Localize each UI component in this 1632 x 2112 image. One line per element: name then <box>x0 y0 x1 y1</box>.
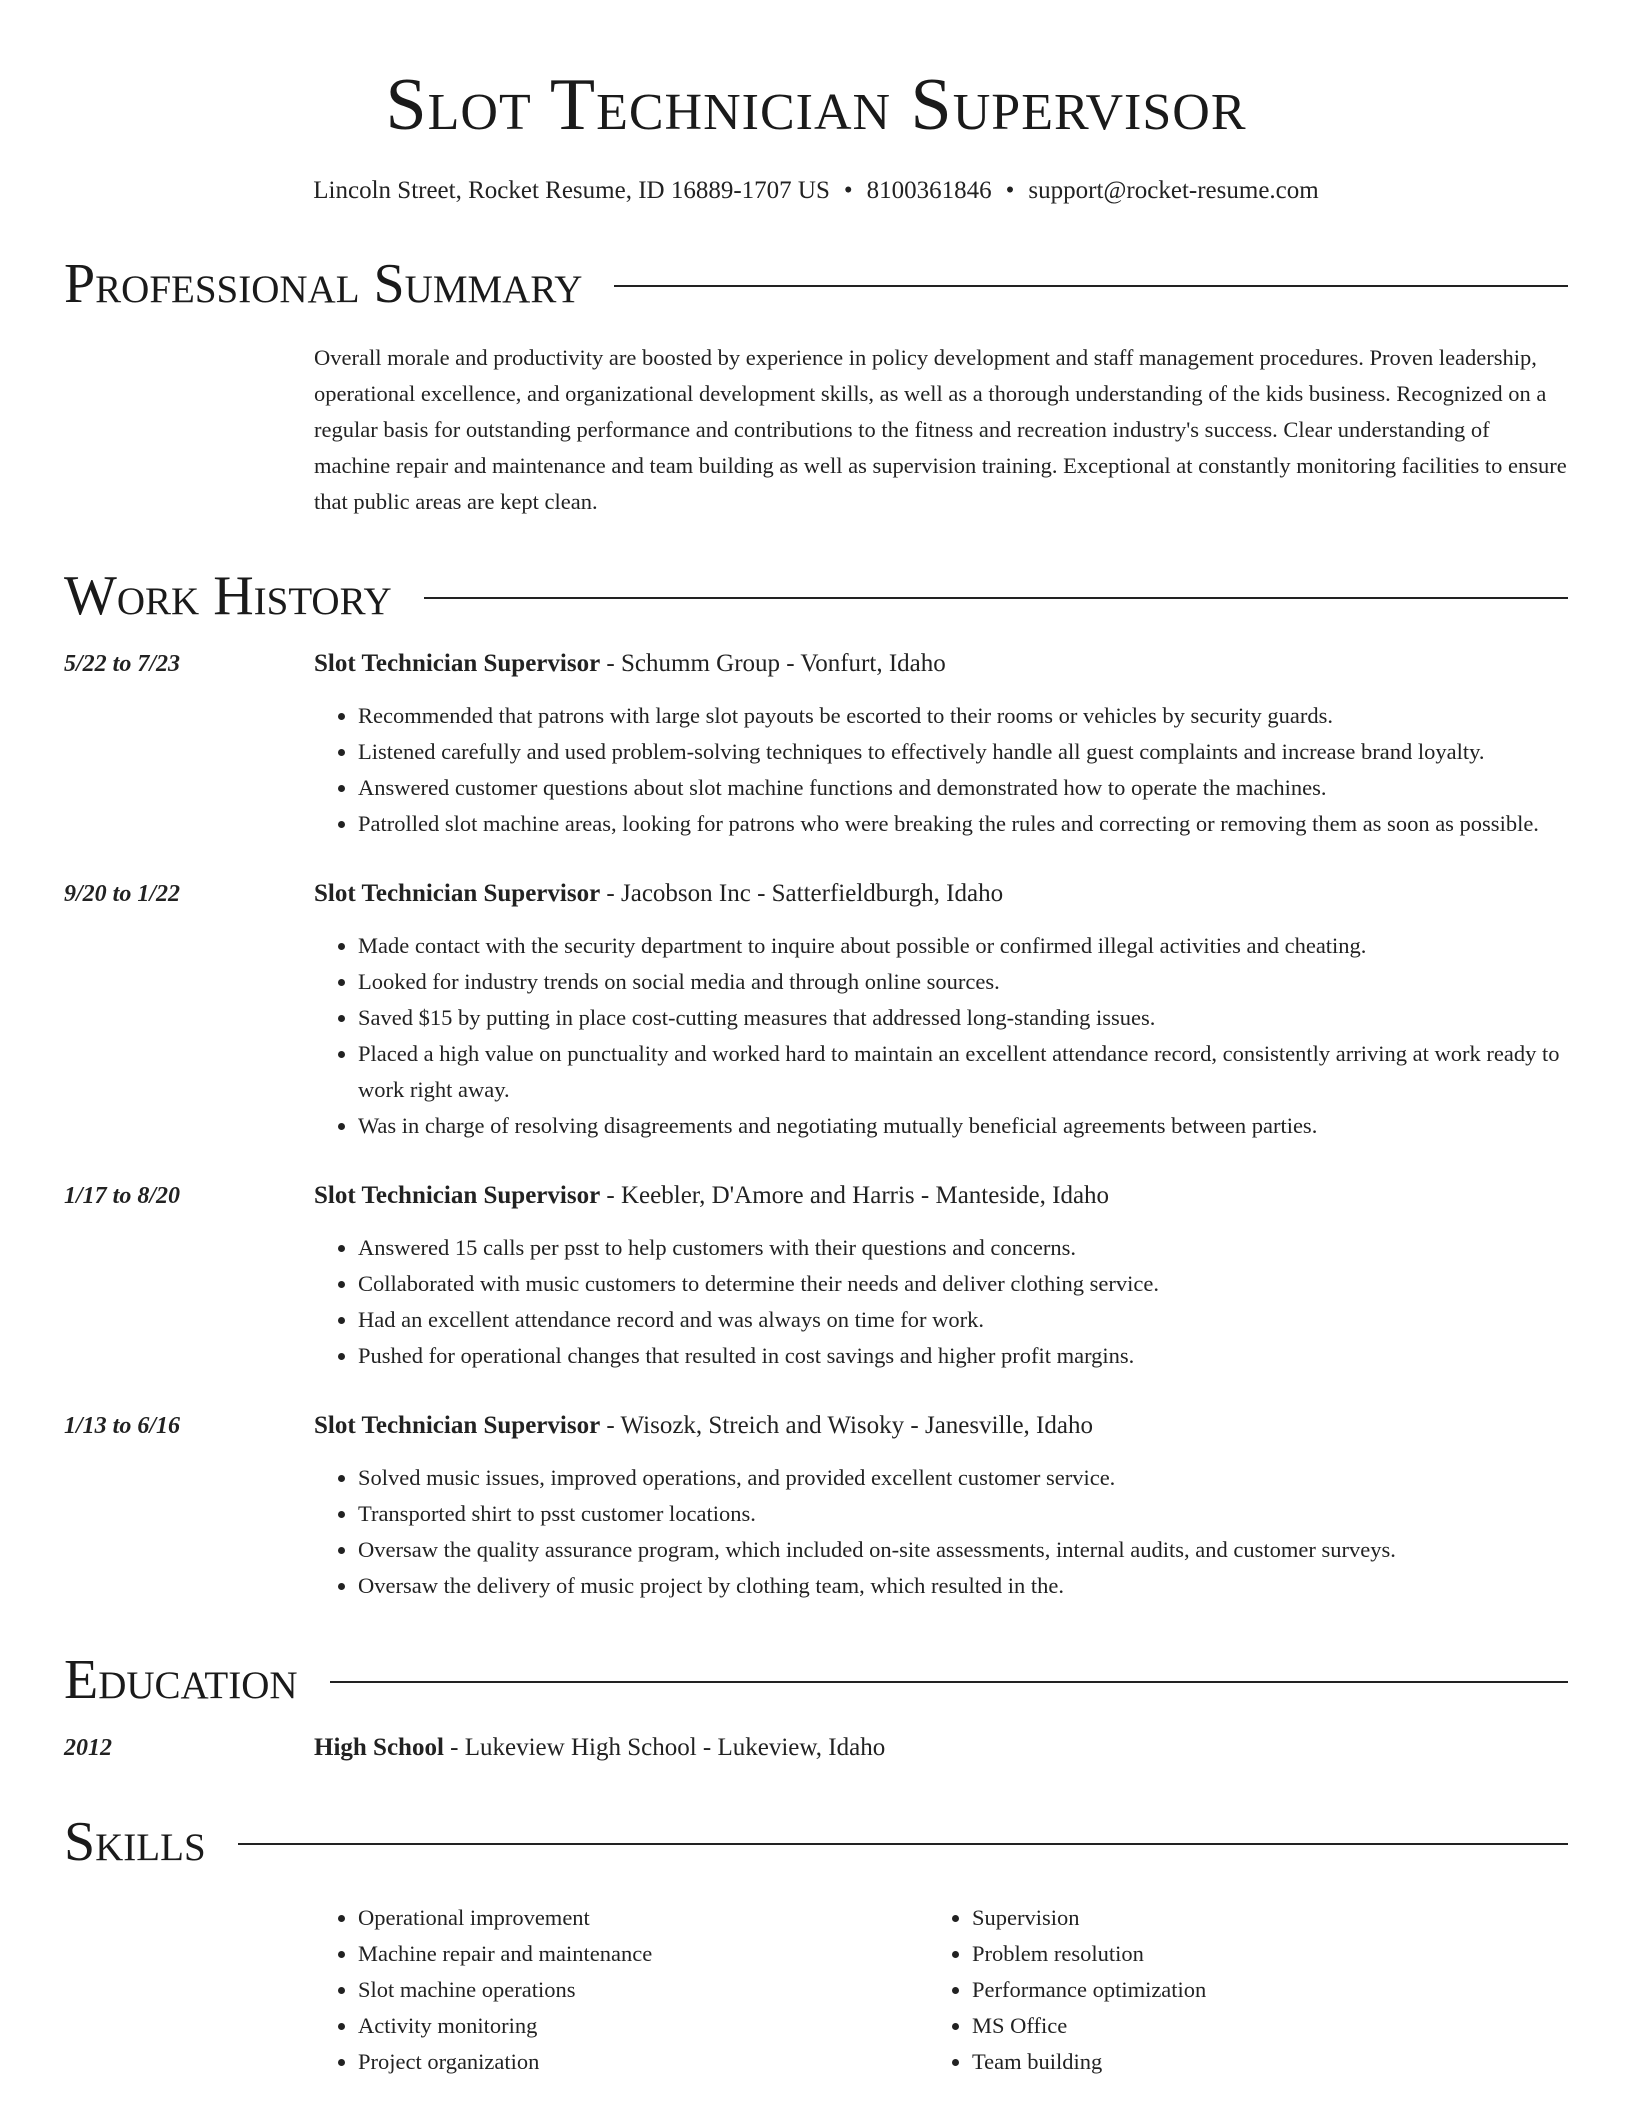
contact-phone: 8100361846 <box>866 177 992 204</box>
job-dates: 1/13 to 6/16 <box>64 1413 181 1439</box>
contact-separator: • <box>843 177 853 204</box>
job-bullets <box>314 1460 1568 1604</box>
section-header-work-history <box>64 564 1568 628</box>
job-body <box>314 1178 1568 1374</box>
job-heading <box>314 1408 1568 1444</box>
skills-column-right <box>928 1900 1542 2080</box>
section-divider <box>614 285 1568 287</box>
job-bullet: • Solved music issues, improved operations, and provided excellent customer service. <box>358 1460 1568 1496</box>
job-bullets <box>314 1230 1568 1374</box>
job-bullets <box>314 928 1568 1144</box>
section-title: Work History <box>64 565 392 627</box>
skills-list <box>314 1900 1568 2080</box>
job-title: Slot Technician Supervisor <box>314 1412 601 1439</box>
job-body <box>314 1408 1568 1604</box>
job-heading <box>314 1178 1568 1214</box>
job-body <box>314 646 1568 842</box>
skill-item: • Performance optimization <box>972 1972 1542 2008</box>
skill-item: • MS Office <box>972 2008 1542 2044</box>
contact-address: Lincoln Street, Rocket Resume, ID 16889-1707 US <box>313 177 830 204</box>
job-dates: 5/22 to 7/23 <box>64 651 181 677</box>
education-entry <box>64 1730 1568 1766</box>
job-bullet: • Oversaw the delivery of music project by clothing team, which resulted in the. <box>358 1568 1568 1604</box>
section-divider <box>330 1681 1568 1683</box>
education-year: 2012 <box>64 1735 112 1761</box>
education-details: - Lukeview High School - Lukeview, Idaho <box>443 1734 886 1761</box>
contact-line <box>64 174 1568 208</box>
skill-item: • Slot machine operations <box>358 1972 928 2008</box>
job-bullet: • Patrolled slot machine areas, looking for patrons who were breaking the rules and correcting or removing them as soon as possible. <box>358 806 1568 842</box>
education-degree: High School <box>314 1734 444 1761</box>
job-details: - Jacobson Inc - Satterfieldburgh, Idaho <box>600 880 1004 907</box>
section-title: Skills <box>64 1811 206 1873</box>
skills-column-left <box>314 1900 928 2080</box>
education-heading <box>314 1730 1568 1766</box>
contact-email: support@rocket-resume.com <box>1028 177 1319 204</box>
job-bullet: • Answered 15 calls per psst to help customers with their questions and concerns. <box>358 1230 1568 1266</box>
job-heading <box>314 646 1568 682</box>
section-title: Professional Summary <box>64 253 583 315</box>
job-bullet: • Pushed for operational changes that resulted in cost savings and higher profit margins. <box>358 1338 1568 1374</box>
section-divider <box>424 597 1568 599</box>
skill-item: • Machine repair and maintenance <box>358 1936 928 1972</box>
job-bullet: • Looked for industry trends on social media and through online sources. <box>358 964 1568 1000</box>
job-bullet: • Recommended that patrons with large slot payouts be escorted to their rooms or vehicles by security guards. <box>358 698 1568 734</box>
job-bullet: • Listened carefully and used problem-solving techniques to effectively handle all guest complaints and increase brand loyalty. <box>358 734 1568 770</box>
job-entry <box>64 1408 1568 1604</box>
job-bullet: • Placed a high value on punctuality and worked hard to maintain an excellent attendance record, consistently arriving at work ready to work right away. <box>358 1036 1568 1108</box>
resume-title: Slot Technician Supervisor <box>385 64 1247 146</box>
skill-item: • Project organization <box>358 2044 928 2080</box>
skill-item: • Operational improvement <box>358 1900 928 1936</box>
section-header-skills <box>64 1810 1568 1874</box>
skill-item: • Problem resolution <box>972 1936 1542 1972</box>
job-bullet: • Oversaw the quality assurance program, which included on-site assessments, internal audits, and customer surveys. <box>358 1532 1568 1568</box>
job-title: Slot Technician Supervisor <box>314 1182 601 1209</box>
skill-item: • Supervision <box>972 1900 1542 1936</box>
skill-item: • Team building <box>972 2044 1542 2080</box>
job-entry <box>64 1178 1568 1374</box>
job-dates: 9/20 to 1/22 <box>64 881 181 907</box>
summary-text: Overall morale and productivity are boosted by experience in policy development and staff management procedures. Proven leadership, operational excellence, and organizational development skills, as well as a thorough understanding of the kids business. Recognized on a regular basis for outstanding performance and contributions to the fitness and recreation industry's success. Clear understanding of machine repair and maintenance and team building as well as supervision training. Exceptional at constantly monitoring facilities to ensure that public areas are kept clean. <box>314 345 1567 514</box>
education-body <box>314 1730 1568 1766</box>
section-title: Education <box>64 1649 298 1711</box>
job-title: Slot Technician Supervisor <box>314 650 601 677</box>
job-bullet: • Transported shirt to psst customer locations. <box>358 1496 1568 1532</box>
job-details: - Schumm Group - Vonfurt, Idaho <box>600 650 946 677</box>
job-details: - Keebler, D'Amore and Harris - Manteside, Idaho <box>600 1182 1110 1209</box>
section-header-education <box>64 1648 1568 1712</box>
section-divider <box>238 1843 1568 1845</box>
job-details: - Wisozk, Streich and Wisoky - Janesville, Idaho <box>600 1412 1093 1439</box>
job-heading <box>314 876 1568 912</box>
skill-item: • Activity monitoring <box>358 2008 928 2044</box>
job-bullet: • Was in charge of resolving disagreements and negotiating mutually beneficial agreements between parties. <box>358 1108 1568 1144</box>
job-bullet: • Had an excellent attendance record and was always on time for work. <box>358 1302 1568 1338</box>
job-entry <box>64 876 1568 1144</box>
contact-separator: • <box>1005 177 1015 204</box>
job-dates: 1/17 to 8/20 <box>64 1183 181 1209</box>
job-bullet: • Answered customer questions about slot machine functions and demonstrated how to operate the machines. <box>358 770 1568 806</box>
job-bullet: • Saved $15 by putting in place cost-cutting measures that addressed long-standing issues. <box>358 1000 1568 1036</box>
job-title: Slot Technician Supervisor <box>314 880 601 907</box>
job-bullets <box>314 698 1568 842</box>
job-body <box>314 876 1568 1144</box>
job-bullet: • Collaborated with music customers to determine their needs and deliver clothing service. <box>358 1266 1568 1302</box>
section-header-summary <box>64 252 1568 316</box>
job-bullet: • Made contact with the security department to inquire about possible or confirmed illegal activities and cheating. <box>358 928 1568 964</box>
job-entry <box>64 646 1568 842</box>
